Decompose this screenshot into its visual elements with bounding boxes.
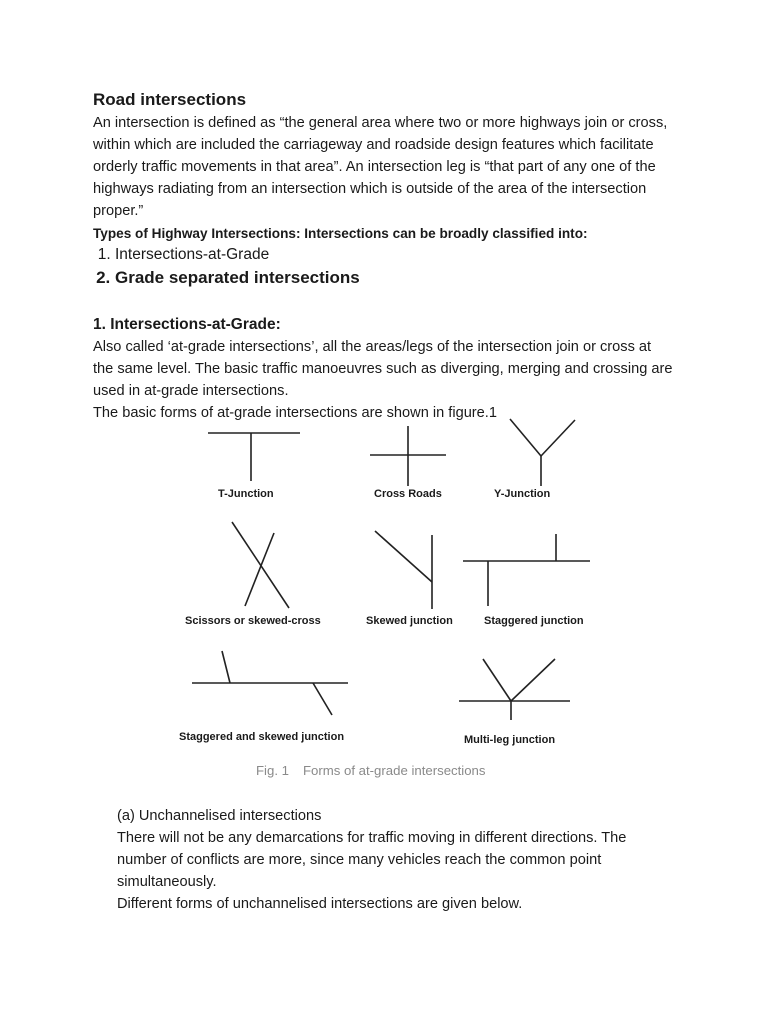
section-heading: 1. Intersections-at-Grade: xyxy=(93,316,281,333)
multi-leg-diagram xyxy=(459,659,570,720)
y-junction-label: Y-Junction xyxy=(494,488,551,500)
multi-leg-label: Multi-leg junction xyxy=(464,734,556,746)
caption-number: Fig. 1 xyxy=(256,763,289,778)
intersection-diagrams xyxy=(170,412,620,762)
types-intro: Types of Highway Intersections: Intersections can be broadly classified into: xyxy=(93,226,588,241)
staggered-junction-diagram xyxy=(463,534,590,606)
t-junction-diagram xyxy=(208,433,300,481)
skewed-junction-diagram xyxy=(375,531,432,609)
t-junction-label: T-Junction xyxy=(218,488,274,500)
page-title: Road intersections xyxy=(93,90,247,109)
intersection-figure xyxy=(170,412,620,782)
document-body xyxy=(93,88,673,424)
staggered-junction-label: Staggered junction xyxy=(484,615,584,627)
figure-caption xyxy=(256,763,486,778)
figure-reference: The basic forms of at-grade intersections are shown in figure.1 xyxy=(93,405,497,421)
staggered-skewed-label: Staggered and skewed junction xyxy=(179,731,345,743)
types-list xyxy=(93,244,673,290)
types-list-item: 1. Intersections-at-Grade xyxy=(115,244,673,266)
cross-roads-label: Cross Roads xyxy=(374,488,442,500)
scissors-label: Scissors or skewed-cross xyxy=(185,615,321,627)
scissors-diagram xyxy=(232,522,289,608)
types-list-item: 2. Grade separated intersections xyxy=(115,266,673,290)
staggered-skewed-diagram xyxy=(192,651,348,715)
y-junction-diagram xyxy=(510,419,575,486)
unchannelised-heading: (a) Unchannelised intersections xyxy=(117,808,322,824)
unchannelised-paragraph: There will not be any demarcations for traffic moving in different directions. The number of conflicts are more, since many vehicles reach the common point simultaneously. xyxy=(117,830,627,890)
section-paragraph: Also called ‘at-grade intersections’, all the areas/legs of the intersection join or cross at the same level. The basic traffic manoeuvres such as diverging, merging and crossing are used in at-grade intersections. xyxy=(93,339,673,399)
unchannelised-forms-text: Different forms of unchannelised intersections are given below. xyxy=(117,896,523,912)
caption-text: Forms of at-grade intersections xyxy=(302,763,486,778)
cross-roads-diagram xyxy=(370,426,446,486)
definition-paragraph: An intersection is defined as “the general area where two or more highways join or cross, within which are included the carriageway and roadside design features which facilitate orderly traffic movements in that area”. An intersection leg is “that part of any one of the highways radiating from an intersection which is outside of the area of the intersection proper.” xyxy=(93,115,668,219)
skewed-junction-label: Skewed junction xyxy=(366,615,453,627)
unchannelised-section xyxy=(117,805,677,915)
